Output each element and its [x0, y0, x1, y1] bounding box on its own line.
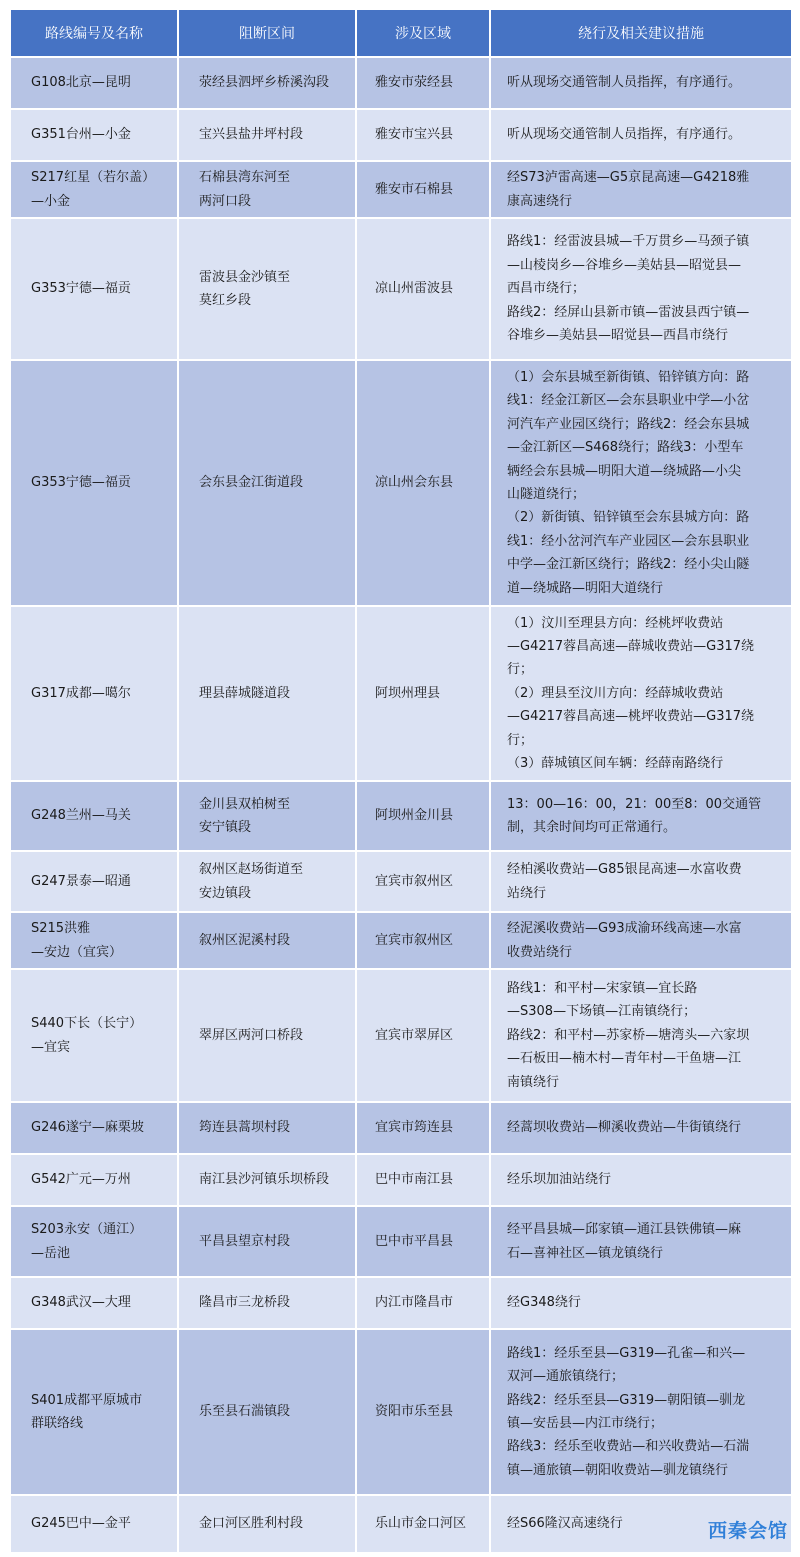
watermark-logo: 西秦会馆 — [707, 1520, 788, 1542]
cell-detour: 听从现场交通管制人员指挥，有序通行。 — [490, 57, 792, 109]
cell-section: 平昌县望京村段 — [178, 1206, 356, 1277]
cell-route: S440下长（长宁） —宜宾 — [10, 969, 178, 1102]
cell-section: 叙州区赵场街道至 安边镇段 — [178, 851, 356, 912]
table-row — [10, 969, 792, 1102]
cell-route: S401成都平原城市 群联络线 — [10, 1329, 178, 1495]
table-row — [10, 606, 792, 781]
table-row — [10, 57, 792, 109]
cell-area: 宜宾市翠屏区 — [356, 969, 490, 1102]
header-area: 涉及区域 — [356, 9, 490, 57]
road-closure-table-container — [9, 8, 791, 1554]
cell-route: G245巴中—金平 — [10, 1495, 178, 1553]
table-header — [10, 9, 792, 57]
cell-detour: 经G348绕行 — [490, 1277, 792, 1329]
table-row — [10, 360, 792, 606]
header-route: 路线编号及名称 — [10, 9, 178, 57]
cell-section: 乐至县石湍镇段 — [178, 1329, 356, 1495]
table-row — [10, 851, 792, 912]
cell-detour: 经S66隆汉高速绕行 — [490, 1495, 792, 1553]
table-row — [10, 161, 792, 218]
cell-route: G348武汉—大理 — [10, 1277, 178, 1329]
cell-area: 凉山州会东县 — [356, 360, 490, 606]
cell-detour: 13：00—16：00，21：00至8：00交通管 制，其余时间均可正常通行。 — [490, 781, 792, 851]
cell-section: 翠屏区两河口桥段 — [178, 969, 356, 1102]
cell-detour: （1）会东县城至新街镇、铅锌镇方向：路 线1：经金江新区—会东县职业中学—小岔 河汽车产业园区绕行；路线2：经会东县城 —金江新区—S468绕行；路线3：小型车 辆经会东县城—明阳大道—绕城路—小尖 山隧道绕行； （2）新街镇、铅锌镇至会东县城方向：路 线1：经小岔河汽车产业园区—会东县职业 中学—金江新区绕行；路线2：经小尖山隧 道—绕城路—明阳大道绕行 — [490, 360, 792, 606]
cell-section: 雷波县金沙镇至 莫红乡段 — [178, 218, 356, 360]
cell-area: 雅安市石棉县 — [356, 161, 490, 218]
cell-section: 南江县沙河镇乐坝桥段 — [178, 1154, 356, 1206]
cell-section: 金口河区胜利村段 — [178, 1495, 356, 1553]
cell-area: 雅安市宝兴县 — [356, 109, 490, 161]
cell-section: 理县薛城隧道段 — [178, 606, 356, 781]
road-closure-table — [9, 8, 793, 1554]
cell-route: G247景泰—昭通 — [10, 851, 178, 912]
cell-area: 宜宾市筠连县 — [356, 1102, 490, 1154]
table-row — [10, 218, 792, 360]
table-body — [10, 57, 792, 1553]
cell-detour: 经S73泸雷高速—G5京昆高速—G4218雅 康高速绕行 — [490, 161, 792, 218]
cell-section: 隆昌市三龙桥段 — [178, 1277, 356, 1329]
cell-detour: 路线1：经乐至县—G319—孔雀—和兴— 双河—通旅镇绕行； 路线2：经乐至县—G319—朝阳镇—驯龙 镇—安岳县—内江市绕行； 路线3：经乐至收费站—和兴收费站—石湍 镇—通旅镇—朝阳收费站—驯龙镇绕行 — [490, 1329, 792, 1495]
cell-detour: （1）汶川至理县方向：经桃坪收费站 —G4217蓉昌高速—薛城收费站—G317绕 行； （2）理县至汶川方向：经薛城收费站 —G4217蓉昌高速—桃坪收费站—G317绕 行； （3）薛城镇区间车辆：经薛南路绕行 — [490, 606, 792, 781]
cell-detour: 经泥溪收费站—G93成渝环线高速—水富 收费站绕行 — [490, 912, 792, 969]
cell-route: S203永安（通江） —岳池 — [10, 1206, 178, 1277]
cell-area: 阿坝州理县 — [356, 606, 490, 781]
cell-route: G353宁德—福贡 — [10, 218, 178, 360]
cell-route: G317成都—噶尔 — [10, 606, 178, 781]
table-row — [10, 781, 792, 851]
table-row — [10, 1277, 792, 1329]
cell-area: 内江市隆昌市 — [356, 1277, 490, 1329]
cell-area: 凉山州雷波县 — [356, 218, 490, 360]
cell-area: 资阳市乐至县 — [356, 1329, 490, 1495]
cell-area: 巴中市南江县 — [356, 1154, 490, 1206]
table-row — [10, 1154, 792, 1206]
cell-section: 会东县金江街道段 — [178, 360, 356, 606]
cell-route: G246遂宁—麻栗坡 — [10, 1102, 178, 1154]
cell-section: 宝兴县盐井坪村段 — [178, 109, 356, 161]
cell-route: G353宁德—福贡 — [10, 360, 178, 606]
cell-area: 乐山市金口河区 — [356, 1495, 490, 1553]
cell-detour: 经乐坝加油站绕行 — [490, 1154, 792, 1206]
cell-detour: 经蒿坝收费站—柳溪收费站—牛街镇绕行 — [490, 1102, 792, 1154]
cell-area: 巴中市平昌县 — [356, 1206, 490, 1277]
cell-route: S215洪雅 —安边（宜宾） — [10, 912, 178, 969]
cell-detour: 听从现场交通管制人员指挥，有序通行。 — [490, 109, 792, 161]
cell-section: 叙州区泥溪村段 — [178, 912, 356, 969]
table-row — [10, 1329, 792, 1495]
cell-detour: 路线1：和平村—宋家镇—宜长路 —S308—下场镇—江南镇绕行； 路线2：和平村—苏家桥—塘湾头—六家坝 —石板田—楠木村—青年村—干鱼塘—江 南镇绕行 — [490, 969, 792, 1102]
cell-route: G248兰州—马关 — [10, 781, 178, 851]
cell-section: 石棉县湾东河至 两河口段 — [178, 161, 356, 218]
cell-route: G108北京—昆明 — [10, 57, 178, 109]
cell-route: G351台州—小金 — [10, 109, 178, 161]
cell-section: 筠连县蒿坝村段 — [178, 1102, 356, 1154]
table-row — [10, 109, 792, 161]
cell-area: 宜宾市叙州区 — [356, 851, 490, 912]
table-row — [10, 1206, 792, 1277]
cell-area: 阿坝州金川县 — [356, 781, 490, 851]
table-row — [10, 912, 792, 969]
cell-area: 宜宾市叙州区 — [356, 912, 490, 969]
header-detour: 绕行及相关建议措施 — [490, 9, 792, 57]
header-section: 阻断区间 — [178, 9, 356, 57]
cell-area: 雅安市荥经县 — [356, 57, 490, 109]
cell-section: 荥经县泗坪乡桥溪沟段 — [178, 57, 356, 109]
cell-route: S217红星（若尔盖） —小金 — [10, 161, 178, 218]
cell-detour: 路线1：经雷波县城—千万贯乡—马颈子镇 —山棱岗乡—谷堆乡—美姑县—昭觉县— 西昌市绕行； 路线2：经屏山县新市镇—雷波县西宁镇— 谷堆乡—美姑县—昭觉县—西昌市绕行 — [490, 218, 792, 360]
cell-route: G542广元—万州 — [10, 1154, 178, 1206]
cell-section: 金川县双柏树至 安宁镇段 — [178, 781, 356, 851]
table-row — [10, 1495, 792, 1553]
table-row — [10, 1102, 792, 1154]
cell-detour: 经平昌县城—邱家镇—通江县铁佛镇—麻 石—喜神社区—镇龙镇绕行 — [490, 1206, 792, 1277]
cell-detour: 经柏溪收费站—G85银昆高速—水富收费 站绕行 — [490, 851, 792, 912]
